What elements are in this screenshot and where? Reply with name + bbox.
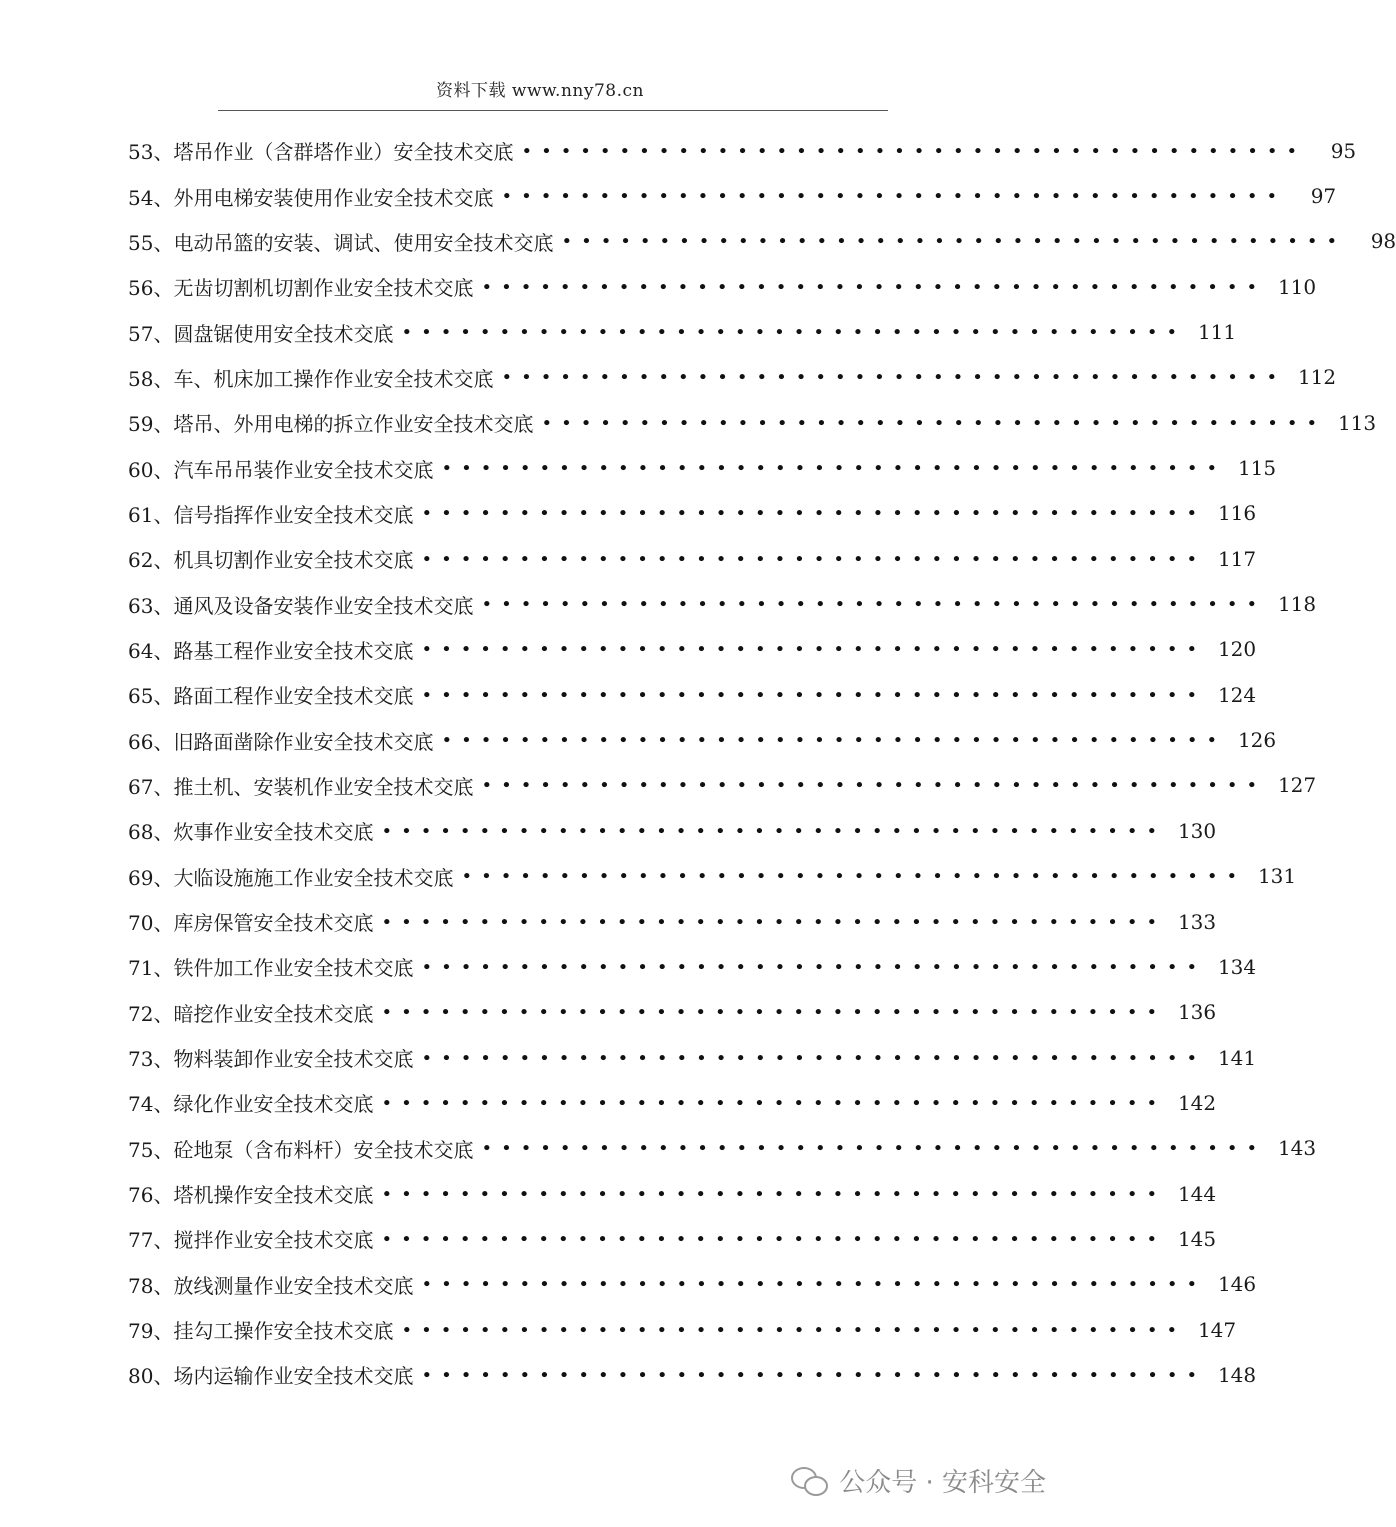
toc-title: 大临设施施工作业安全技术交底 <box>173 865 454 890</box>
toc-title: 路基工程作业安全技术交底 <box>173 638 414 663</box>
dot-leader: •••••••••••••••••••••••••••••••••••••••• <box>381 1183 1167 1205</box>
toc-number: 59、 <box>128 412 174 437</box>
dot-leader: •••••••••••••••••••••••••••••••••••••••• <box>561 231 1347 253</box>
page-header: 资料下载 www.nny78.cn <box>436 81 644 101</box>
toc-page-number: 144 <box>1177 1181 1217 1206</box>
dot-leader: •••••••••••••••••••••••••••••••••••••••• <box>421 1364 1207 1386</box>
toc-page-number: 146 <box>1217 1272 1257 1297</box>
toc-page-number: 131 <box>1257 864 1297 889</box>
toc-title: 绿化作业安全技术交底 <box>173 1092 374 1117</box>
toc-title: 路面工程作业安全技术交底 <box>173 684 414 709</box>
wechat-icon <box>791 1465 829 1497</box>
toc-number: 60、 <box>128 457 174 482</box>
toc-number: 74、 <box>128 1092 174 1117</box>
toc-title: 旧路面凿除作业安全技术交底 <box>173 729 434 754</box>
toc-entry-57[interactable] <box>128 309 1237 354</box>
toc-entry-55[interactable] <box>128 219 1396 264</box>
toc-page-number: 147 <box>1197 1317 1237 1342</box>
toc-title: 信号指挥作业安全技术交底 <box>173 502 414 527</box>
toc-number: 63、 <box>128 593 174 618</box>
toc-number: 77、 <box>128 1228 174 1253</box>
toc-number: 61、 <box>128 502 174 527</box>
toc-title: 库房保管安全技术交底 <box>173 911 374 936</box>
toc-entry-70[interactable] <box>128 899 1217 944</box>
dot-leader: •••••••••••••••••••••••••••••••••••••••• <box>421 1274 1207 1296</box>
toc-page-number: 118 <box>1277 592 1317 617</box>
toc-page-number: 113 <box>1337 410 1377 435</box>
toc-page-number: 117 <box>1217 546 1257 571</box>
toc-entry-78[interactable] <box>128 1262 1257 1307</box>
dot-leader: •••••••••••••••••••••••••••••••••••••••• <box>441 730 1227 752</box>
toc-entry-65[interactable] <box>128 672 1257 717</box>
toc-page-number: 133 <box>1177 909 1217 934</box>
toc-number: 71、 <box>128 956 174 981</box>
dot-leader: •••••••••••••••••••••••••••••••••••••••• <box>381 911 1167 933</box>
toc-number: 67、 <box>128 774 174 799</box>
toc-entry-76[interactable] <box>128 1171 1217 1216</box>
toc-page-number: 148 <box>1217 1362 1257 1387</box>
toc-number: 72、 <box>128 1001 174 1026</box>
dot-leader: •••••••••••••••••••••••••••••••••••••••• <box>421 639 1207 661</box>
toc-number: 55、 <box>128 230 174 255</box>
dot-leader: •••••••••••••••••••••••••••••••••••••••• <box>421 503 1207 525</box>
toc-title: 暗挖作业安全技术交底 <box>173 1001 374 1026</box>
toc-page-number: 111 <box>1197 320 1237 345</box>
toc-number: 78、 <box>128 1273 174 1298</box>
toc-entry-72[interactable] <box>128 990 1217 1035</box>
toc-entry-58[interactable] <box>128 355 1337 400</box>
toc-entry-73[interactable] <box>128 1035 1257 1080</box>
toc-entry-53[interactable] <box>128 128 1357 173</box>
toc-title: 塔机操作安全技术交底 <box>173 1183 374 1208</box>
toc-number: 54、 <box>128 185 174 210</box>
table-of-contents <box>128 128 1396 1398</box>
dot-leader: •••••••••••••••••••••••••••••••••••••••• <box>381 1092 1167 1114</box>
toc-title: 塔吊、外用电梯的拆立作业安全技术交底 <box>173 412 534 437</box>
toc-title: 炊事作业安全技术交底 <box>173 820 374 845</box>
toc-title: 圆盘锯使用安全技术交底 <box>173 321 394 346</box>
dot-leader: •••••••••••••••••••••••••••••••••••••••• <box>501 186 1287 208</box>
toc-number: 76、 <box>128 1183 174 1208</box>
header-rule <box>218 110 888 111</box>
toc-number: 56、 <box>128 276 174 301</box>
toc-title: 搅拌作业安全技术交底 <box>173 1228 374 1253</box>
toc-title: 铁件加工作业安全技术交底 <box>173 956 414 981</box>
toc-entry-74[interactable] <box>128 1080 1217 1125</box>
toc-page-number: 98 <box>1370 229 1396 254</box>
toc-title: 通风及设备安装作业安全技术交底 <box>173 593 474 618</box>
toc-entry-69[interactable] <box>128 854 1297 899</box>
toc-number: 73、 <box>128 1047 174 1072</box>
toc-entry-63[interactable] <box>128 581 1317 626</box>
toc-title: 砼地泵（含布料杆）安全技术交底 <box>173 1137 474 1162</box>
toc-title: 推土机、安装机作业安全技术交底 <box>173 774 474 799</box>
toc-number: 69、 <box>128 865 174 890</box>
toc-number: 53、 <box>128 140 174 165</box>
toc-entry-62[interactable] <box>128 536 1257 581</box>
toc-entry-79[interactable] <box>128 1307 1237 1352</box>
toc-title: 车、机床加工操作作业安全技术交底 <box>173 366 494 391</box>
toc-page-number: 127 <box>1277 773 1317 798</box>
toc-number: 58、 <box>128 366 174 391</box>
toc-number: 64、 <box>128 638 174 663</box>
toc-entry-80[interactable] <box>128 1352 1257 1397</box>
dot-leader: •••••••••••••••••••••••••••••••••••••••• <box>441 458 1227 480</box>
dot-leader: •••••••••••••••••••••••••••••••••••••••• <box>381 820 1167 842</box>
toc-title: 塔吊作业（含群塔作业）安全技术交底 <box>173 140 514 165</box>
toc-number: 80、 <box>128 1364 174 1389</box>
toc-page-number: 143 <box>1277 1136 1317 1161</box>
toc-page-number: 95 <box>1330 138 1357 163</box>
toc-page-number: 124 <box>1217 682 1257 707</box>
dot-leader: •••••••••••••••••••••••••••••••••••••••• <box>421 956 1207 978</box>
toc-page-number: 120 <box>1217 637 1257 662</box>
toc-title: 汽车吊吊装作业安全技术交底 <box>173 457 434 482</box>
dot-leader: •••••••••••••••••••••••••••••••••••••••• <box>461 866 1247 888</box>
toc-page-number: 116 <box>1217 501 1257 526</box>
dot-leader: •••••••••••••••••••••••••••••••••••••••• <box>381 1228 1167 1250</box>
toc-number: 68、 <box>128 820 174 845</box>
toc-entry-56[interactable] <box>128 264 1317 309</box>
toc-title: 无齿切割机切割作业安全技术交底 <box>173 276 474 301</box>
toc-number: 79、 <box>128 1319 174 1344</box>
dot-leader: •••••••••••••••••••••••••••••••••••••••• <box>421 684 1207 706</box>
dot-leader: •••••••••••••••••••••••••••••••••••••••• <box>501 367 1287 389</box>
dot-leader: •••••••••••••••••••••••••••••••••••••••• <box>481 1138 1267 1160</box>
dot-leader: •••••••••••••••••••••••••••••••••••••••• <box>421 548 1207 570</box>
dot-leader: •••••••••••••••••••••••••••••••••••••••• <box>541 412 1327 434</box>
toc-page-number: 115 <box>1237 456 1277 481</box>
toc-page-number: 112 <box>1297 365 1337 390</box>
toc-number: 57、 <box>128 321 174 346</box>
toc-entry-77[interactable] <box>128 1216 1217 1261</box>
toc-entry-71[interactable] <box>128 944 1257 989</box>
toc-number: 75、 <box>128 1137 174 1162</box>
dot-leader: •••••••••••••••••••••••••••••••••••••••• <box>421 1047 1207 1069</box>
toc-entry-61[interactable] <box>128 491 1257 536</box>
toc-number: 65、 <box>128 684 174 709</box>
dot-leader: •••••••••••••••••••••••••••••••••••••••• <box>401 322 1187 344</box>
toc-title: 场内运输作业安全技术交底 <box>173 1364 414 1389</box>
toc-title: 放线测量作业安全技术交底 <box>173 1273 414 1298</box>
toc-page-number: 134 <box>1217 954 1257 979</box>
watermark <box>791 1462 1046 1499</box>
toc-title: 外用电梯安装使用作业安全技术交底 <box>173 185 494 210</box>
toc-page-number: 126 <box>1237 728 1277 753</box>
toc-page-number: 142 <box>1177 1090 1217 1115</box>
toc-title: 物料装卸作业安全技术交底 <box>173 1047 414 1072</box>
toc-entry-59[interactable] <box>128 400 1377 445</box>
toc-entry-64[interactable] <box>128 627 1257 672</box>
dot-leader: •••••••••••••••••••••••••••••••••••••••• <box>521 140 1307 162</box>
toc-page-number: 145 <box>1177 1226 1217 1251</box>
toc-page-number: 141 <box>1217 1045 1257 1070</box>
dot-leader: •••••••••••••••••••••••••••••••••••••••• <box>481 594 1267 616</box>
toc-entry-67[interactable] <box>128 763 1317 808</box>
dot-leader: •••••••••••••••••••••••••••••••••••••••• <box>481 775 1267 797</box>
toc-page-number: 130 <box>1177 818 1217 843</box>
toc-number: 62、 <box>128 548 174 573</box>
dot-leader: •••••••••••••••••••••••••••••••••••••••• <box>481 276 1267 298</box>
toc-entry-60[interactable] <box>128 445 1277 490</box>
toc-title: 电动吊篮的安装、调试、使用安全技术交底 <box>173 230 554 255</box>
toc-entry-66[interactable] <box>128 717 1277 762</box>
toc-number: 70、 <box>128 911 174 936</box>
dot-leader: •••••••••••••••••••••••••••••••••••••••• <box>401 1319 1187 1341</box>
toc-entry-54[interactable] <box>128 173 1337 218</box>
toc-title: 挂勾工操作安全技术交底 <box>173 1319 394 1344</box>
toc-entry-68[interactable] <box>128 808 1217 853</box>
toc-page-number: 97 <box>1310 184 1337 209</box>
toc-page-number: 136 <box>1177 1000 1217 1025</box>
toc-number: 66、 <box>128 729 174 754</box>
toc-entry-75[interactable] <box>128 1126 1317 1171</box>
dot-leader: •••••••••••••••••••••••••••••••••••••••• <box>381 1002 1167 1024</box>
toc-page-number: 110 <box>1277 274 1317 299</box>
toc-title: 机具切割作业安全技术交底 <box>173 548 414 573</box>
watermark-text: 公众号 · 安科安全 <box>839 1468 1046 1498</box>
